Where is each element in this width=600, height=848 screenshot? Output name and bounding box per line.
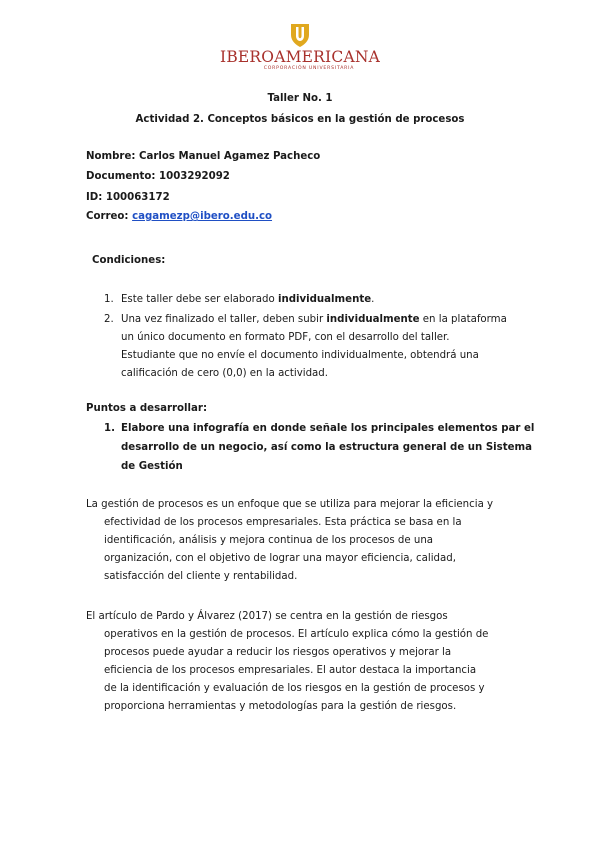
condition-2-line-1 <box>121 313 507 327</box>
student-id: ID: 100063172 <box>86 192 170 203</box>
paragraph-1-line-1: La gestión de procesos es un enfoque que se utiliza para mejorar la eficiencia y <box>86 499 494 510</box>
condition-2-number: 2. <box>104 314 114 325</box>
condition-1-text <box>121 293 374 307</box>
point-1-number: 1. <box>104 423 115 434</box>
logo-subtitle: CORPORACIÓN UNIVERSITARIA <box>263 66 355 71</box>
point-1-line-2: desarrollo de un negocio, así como la estructura general de un Sistema <box>121 442 532 453</box>
condition-2-post: en la plataforma <box>419 314 507 325</box>
condition-1-pre: Este taller debe ser elaborado <box>121 294 278 305</box>
paragraph-2-line-5: de la identificación y evaluación de los riesgos en la gestión de procesos y <box>104 683 485 694</box>
student-email-row <box>86 210 272 224</box>
points-heading: Puntos a desarrollar: <box>86 403 208 414</box>
condition-2-bold: individualmente <box>326 314 420 325</box>
paragraph-1-line-4: organización, con el objetivo de lograr una mayor eficiencia, calidad, <box>104 553 456 564</box>
workshop-title: Taller No. 1 <box>267 93 333 104</box>
shield-icon <box>288 22 312 48</box>
conditions-heading: Condiciones: <box>92 255 166 266</box>
condition-2-line-2: un único documento en formato PDF, con el desarrollo del taller. <box>121 332 450 343</box>
condition-1-number: 1. <box>104 294 114 305</box>
paragraph-2-line-2: operativos en la gestión de procesos. El artículo explica cómo la gestión de <box>104 629 489 640</box>
condition-2-pre: Una vez finalizado el taller, deben subir <box>121 314 327 325</box>
activity-title: Actividad 2. Conceptos básicos en la gestión de procesos <box>135 114 465 125</box>
condition-1-bold: individualmente <box>277 294 372 305</box>
condition-1-post: . <box>371 294 375 305</box>
paragraph-2-line-3: procesos puede ayudar a reducir los riesgos operativos y mejorar la <box>104 647 452 658</box>
email-link[interactable]: cagamezp@ibero.edu.co <box>132 211 273 222</box>
point-1-line-1: Elabore una infografía en donde señale los principales elementos par el <box>121 423 535 434</box>
condition-2-line-3: Estudiante que no envíe el documento individualmente, obtendrá una <box>121 350 479 361</box>
student-name: Nombre: Carlos Manuel Agamez Pacheco <box>86 151 321 162</box>
paragraph-2-line-4: eficiencia de los procesos empresariales. El autor destaca la importancia <box>104 665 477 676</box>
logo-name: IBEROAMERICANA <box>220 48 380 66</box>
student-document: Documento: 1003292092 <box>86 171 230 182</box>
point-1-line-3: de Gestión <box>121 461 183 472</box>
email-label: Correo: <box>86 211 133 222</box>
paragraph-1-line-2: efectividad de los procesos empresariales. Esta práctica se basa en la <box>104 517 462 528</box>
paragraph-1-line-3: identificación, análisis y mejora continua de los procesos de una <box>104 535 434 546</box>
paragraph-2-line-6: proporciona herramientas y metodologías para la gestión de riesgos. <box>104 701 457 712</box>
university-logo <box>0 22 600 72</box>
condition-2-line-4: calificación de cero (0,0) en la actividad. <box>121 368 329 379</box>
paragraph-1-line-5: satisfacción del cliente y rentabilidad. <box>104 571 298 582</box>
paragraph-2-line-1: El artículo de Pardo y Álvarez (2017) se centra en la gestión de riesgos <box>86 611 448 622</box>
